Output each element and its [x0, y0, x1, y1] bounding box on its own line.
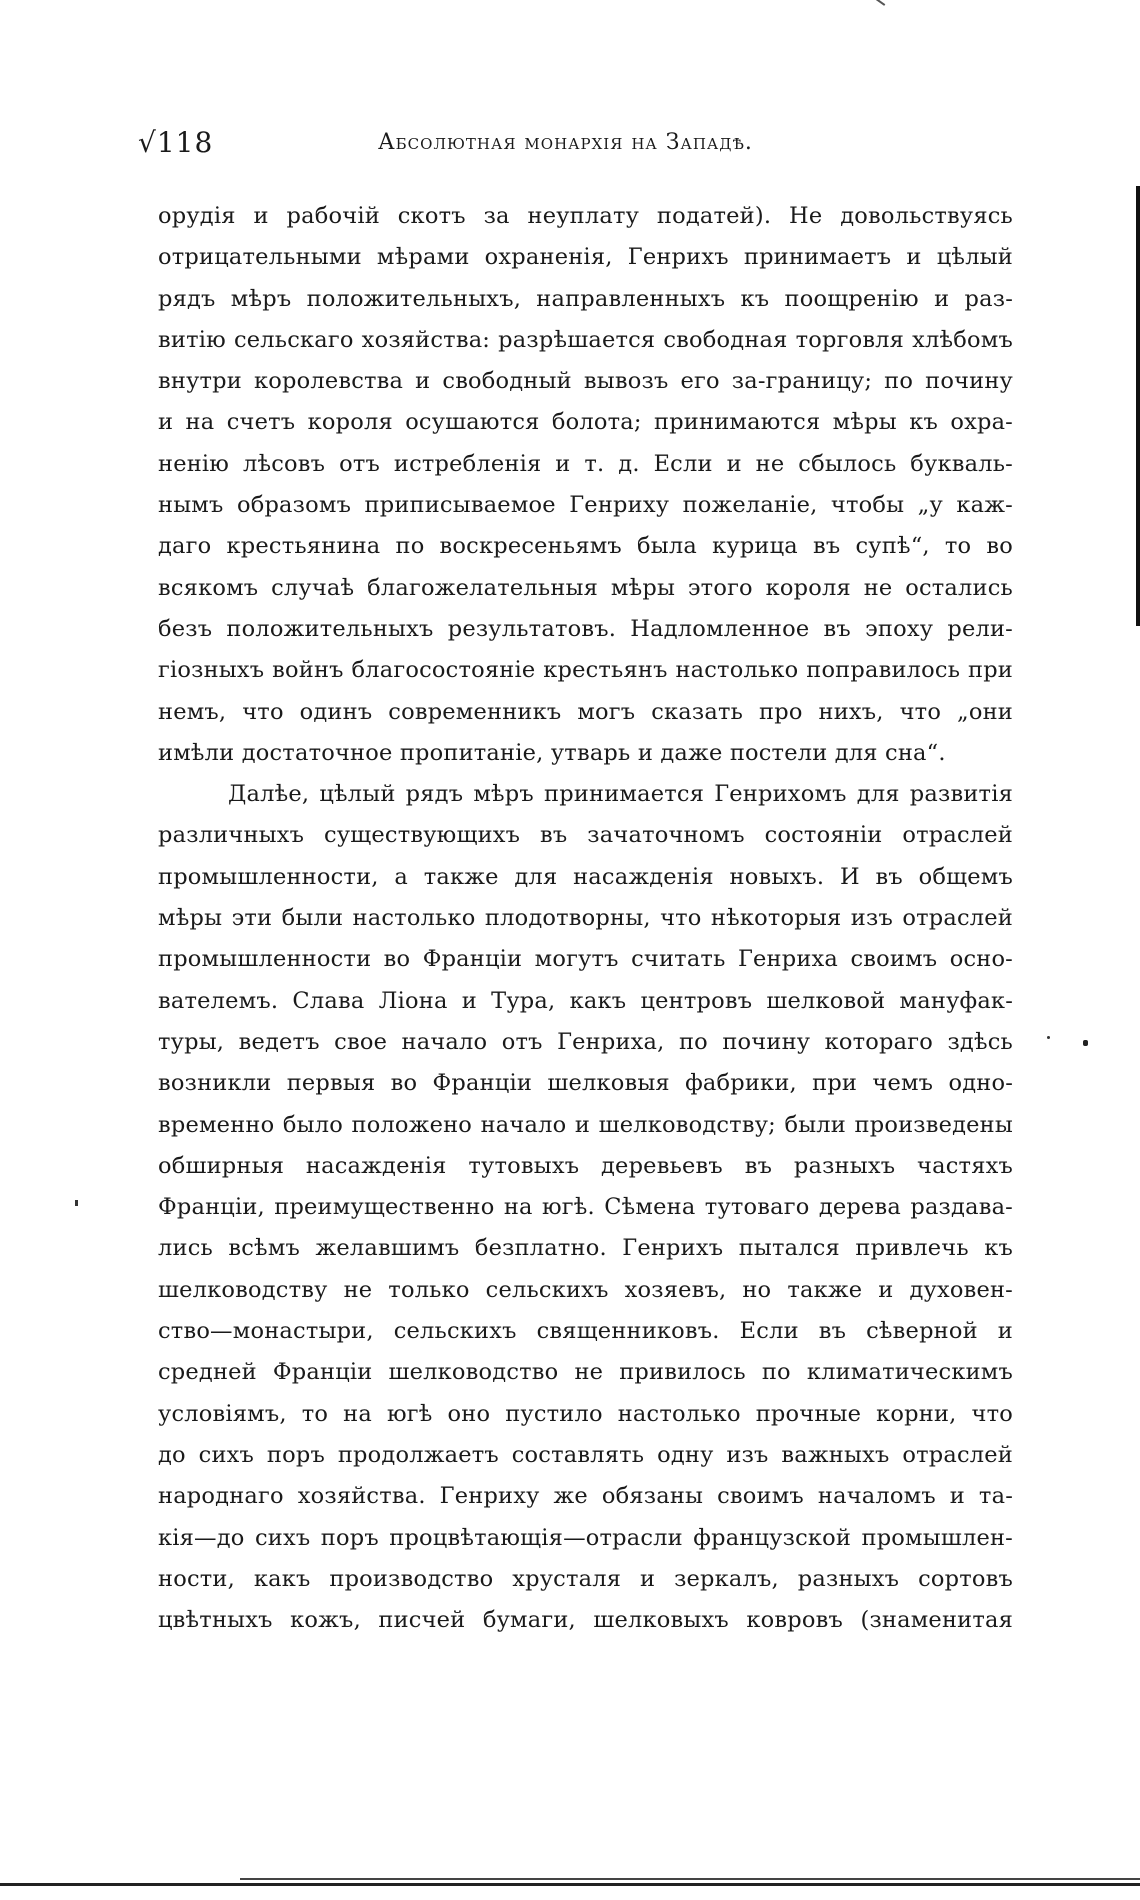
text-line: средней Франціи шелководство не привилось по климатическимъ [158, 1359, 1013, 1386]
text-line: внутри королевства и свободный вывозъ его за-границу; по почину [158, 368, 1013, 395]
running-head: Абсолютная монархія на Западѣ. [378, 130, 753, 155]
text-line: немъ, что одинъ современникъ могъ сказать про нихъ, что „они [158, 698, 1013, 725]
body-text [158, 196, 1013, 1641]
text-line: безъ положительныхъ результатовъ. Надломленное въ эпоху рели- [158, 615, 1013, 642]
paragraph-2 [158, 774, 1013, 1641]
text-line: различныхъ существующихъ въ зачаточномъ состояніи отраслей [158, 822, 1013, 849]
text-line: Далѣе, цѣлый рядъ мѣръ принимается Генрихомъ для развитія [228, 781, 1013, 808]
margin-rule [1136, 186, 1140, 626]
scan-edge-line [0, 1883, 1140, 1886]
text-line: нымъ образомъ приписываемое Генриху пожеланіе, чтобы „у каж- [158, 492, 1013, 519]
text-line: ненію лѣсовъ отъ истребленія и т. д. Если и не сбылось букваль- [158, 450, 1013, 477]
text-line: промышленности, а также для насажденія новыхъ. И въ общемъ [158, 863, 1013, 890]
text-line: имѣли достаточное пропитаніе, утварь и даже постели для сна“. [158, 739, 946, 766]
text-line: шелководству не только сельскихъ хозяевъ, но также и духовен- [158, 1276, 1013, 1303]
text-line: всякомъ случаѣ благожелательныя мѣры этого короля не остались [158, 574, 1013, 601]
ink-speck [75, 1200, 78, 1206]
text-line: народнаго хозяйства. Генриху же обязаны своимъ началомъ и та- [158, 1483, 1013, 1510]
ink-speck [1083, 1040, 1088, 1046]
scan-mark [873, 0, 886, 6]
ink-speck [1047, 1036, 1050, 1039]
text-line: рядъ мѣръ положительныхъ, направленныхъ къ поощренію и раз- [158, 285, 1013, 312]
scan-edge-line [240, 1878, 1140, 1880]
text-line: условіямъ, то на югѣ оно пустило настолько прочные корни, что [158, 1400, 1013, 1427]
page-number: √118 [138, 126, 214, 159]
page-header [138, 126, 1008, 166]
text-line: витію сельскаго хозяйства: разрѣшается свободная торговля хлѣбомъ [158, 326, 1013, 353]
text-line: возникли первыя во Франціи шелковыя фабрики, при чемъ одно- [158, 1070, 1013, 1097]
text-line: отрицательными мѣрами охраненія, Генрихъ принимаетъ и цѣлый [158, 244, 1013, 271]
text-line: мѣры эти были настолько плодотворны, что нѣкоторыя изъ отраслей [158, 905, 1013, 932]
text-line: орудія и рабочій скотъ за неуплату податей). Не довольствуясь [158, 203, 1013, 229]
text-line: до сихъ поръ продолжаетъ составлять одну изъ важныхъ отраслей [158, 1441, 1013, 1468]
paragraph-1 [158, 196, 1013, 774]
text-line: гіозныхъ войнъ благосостояніе крестьянъ настолько поправилось при [158, 657, 1013, 684]
text-line: ство—монастыри, сельскихъ священниковъ. Если въ сѣверной и [158, 1318, 1013, 1345]
text-line: и на счетъ короля осушаются болота; принимаются мѣры къ охра- [158, 409, 1013, 436]
text-line: промышленности во Франціи могутъ считать Генриха своимъ осно- [158, 946, 1013, 973]
text-line: ности, какъ производство хрусталя и зеркалъ, разныхъ сортовъ [158, 1565, 1013, 1592]
text-line: вателемъ. Слава Ліона и Тура, какъ центровъ шелковой мануфак- [158, 987, 1013, 1014]
text-line: кія—до сихъ поръ процвѣтающія—отрасли французской промышлен- [158, 1524, 1013, 1551]
text-line: обширныя насажденія тутовыхъ деревьевъ въ разныхъ частяхъ [158, 1152, 1013, 1179]
text-line: цвѣтныхъ кожъ, писчей бумаги, шелковыхъ ковровъ (знаменитая [158, 1607, 1013, 1634]
text-line: временно было положено начало и шелководству; были произведены [158, 1111, 1013, 1138]
text-line: лись всѣмъ желавшимъ безплатно. Генрихъ пытался привлечь къ [158, 1235, 1013, 1262]
text-line: туры, ведетъ свое начало отъ Генриха, по почину котораго здѣсь [158, 1028, 1013, 1055]
text-line: даго крестьянина по воскресеньямъ была курица въ супѣ“, то во [158, 533, 1013, 560]
text-line: Франціи, преимущественно на югѣ. Сѣмена тутоваго дерева раздава- [158, 1194, 1013, 1221]
